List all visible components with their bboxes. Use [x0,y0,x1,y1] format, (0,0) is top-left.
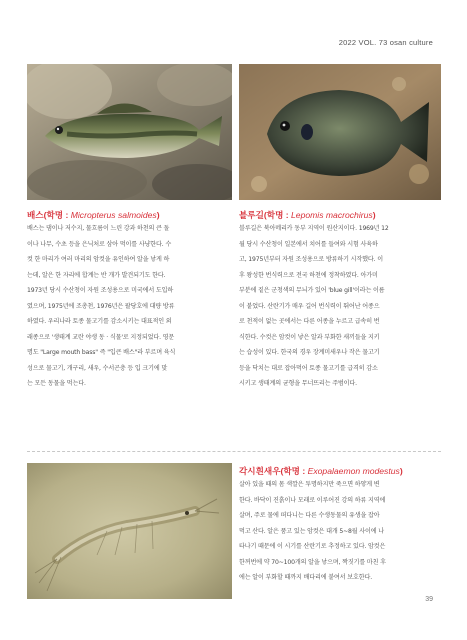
section-divider [27,451,441,452]
bluegill-title-korean: 블루길(학명 : [239,210,292,220]
bass-title-korean: 배스(학명 : [27,210,71,220]
shrimp-photo [27,463,232,599]
bass-title-latin: Micropterus salmoides [70,210,157,220]
bass-photo [27,64,232,200]
page-number: 39 [425,596,433,603]
bass-description: 배스는 댐이나 저수지, 물흐름이 느린 강과 하천의 큰 돌 이나 나무, 수초 등을 은닉처로 삼아 먹이를 사냥한다. 수 컷 한 마리가 여러 마리의 암컷을 유인하여 알을 낳게 하 는데, 알은 한 자리에 합계는 반 개가 발견되기도 한다. 1973년 당시 수산청이 자원 조성용으로 미국에서 도입하 였으며, 1975년에 조총천, 1976년은 팔당호에 대량 방류 하였다. 우리나라 토종 물고기를 감소시키는 대표적인 외 래종으로 '생태계 교란 야생 동 · 식물'로 지정되었다. 영문 명도 "Large mouth bass" 즉 "입큰 배스"라 부르며 육식 성으로 물고기, 개구리, 새우, 수서곤충 등 입 크기에 맞 는 모든 동물을 먹는다. [27,225,176,388]
bluegill-description: 블루길은 북아메리카 동부 지역이 원산지이다. 1969년 12 월 당시 수산청이 일본에서 치어를 들여와 시험 사육하 고, 1975년부터 자원 조성용으로 방류하기 시작했다. 이 후 왕성한 번식력으로 전국 하천에 정착하였다. 아가미 부분에 짙은 군청색의 무늬가 있어 'blue gill'이라는 이름 이 붙었다. 산란기가 매우 길어 번식력이 뛰어난 어종으 로 천적이 없는 곳에서는 다른 어종을 누르고 급속히 번 식한다. 수컷은 암컷이 낳은 알과 부화한 새끼들을 지키 는 습성이 있다. 한국의 경우 장계미새우나 작은 물고기 등을 닥치는 대로 잡아먹어 토종 물고기를 급격히 감소 시키고 생태계의 균형을 무너뜨리는 주범이다. [239,225,389,388]
bluegill-photo [239,64,441,200]
page-header: 2022 VOL. 73 osan culture [338,38,433,47]
shrimp-title [239,465,403,477]
shrimp-description: 살아 있을 때의 몸 색깔은 투명하지만 죽으면 하얗게 변 한다. 바닥이 진흙이나 모래로 이루어진 강의 하류 지역에 살며, 주로 물에 떠다니는 다른 수생동물의 유생을 잡아 먹고 산다. 알은 품고 있는 암컷은 대개 5~8월 사이에 나 타나기 때문에 이 시기를 산란기로 추정하고 있다. 암컷은 한꺼번에 약 70~100개의 알을 낳으며, 짝짓기를 마친 후 에는 알이 부화할 때까지 배다리에 붙여서 보호한다. [239,481,386,582]
bass-title-end: ) [156,210,160,220]
bluegill-title-latin: Lepomis macrochirus [291,210,373,220]
shrimp-title-latin: Exopalaemon modestus [307,466,400,476]
shrimp-title-end: ) [399,466,403,476]
shrimp-title-korean: 각시흰새우(학명 : [239,466,308,476]
bluegill-title [239,209,376,221]
bluegill-title-end: ) [372,210,376,220]
bass-title [27,209,160,221]
